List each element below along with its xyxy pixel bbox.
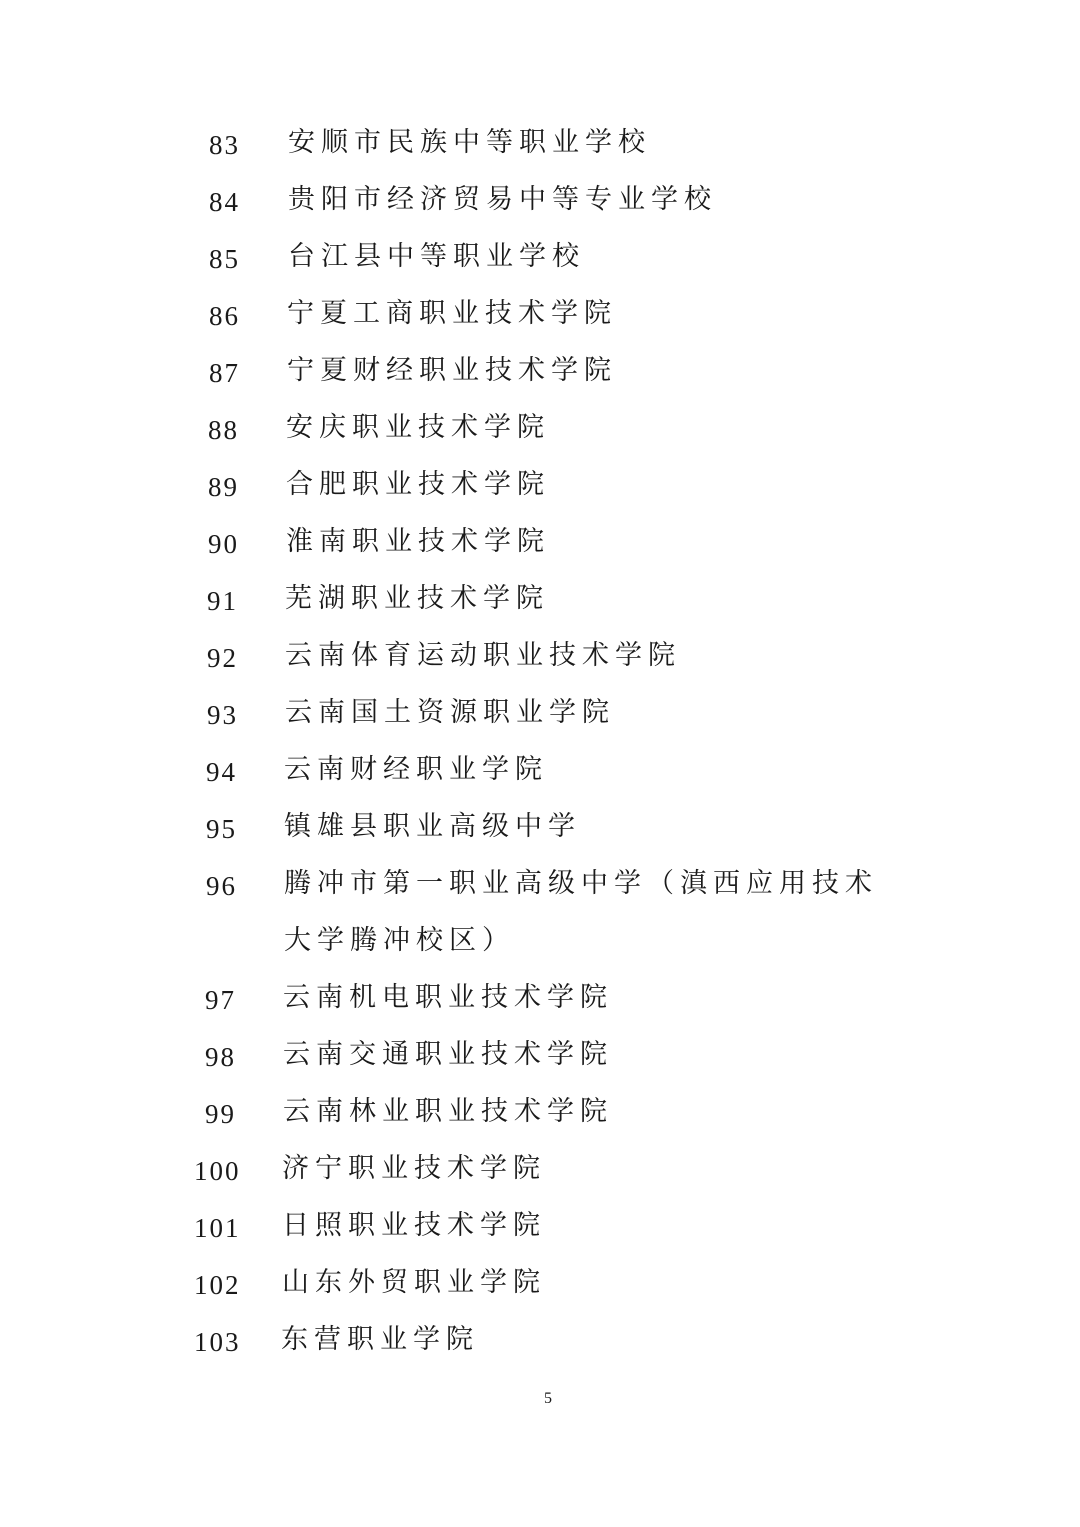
list-item: [0, 116, 1080, 173]
list-item: [0, 287, 1080, 344]
item-number: 93: [207, 700, 238, 730]
item-name: 腾冲市第一职业高级中学（滇西应用技术大学腾冲校区）: [284, 868, 878, 956]
item-number: 87: [209, 358, 240, 388]
item-name: 合肥职业技术学院: [286, 469, 550, 500]
item-number: 90: [208, 529, 239, 559]
item-number: 99: [205, 1099, 236, 1129]
list-item: [0, 230, 1080, 287]
item-name: 安庆职业技术学院: [286, 412, 550, 443]
item-number: 84: [209, 187, 240, 217]
item-number: 83: [209, 130, 240, 160]
item-name: 台江县中等职业学校: [288, 241, 585, 272]
item-number: 94: [206, 757, 237, 787]
list-item: [0, 1256, 1080, 1313]
item-name: 宁夏财经职业技术学院: [287, 355, 617, 386]
item-number: 89: [208, 472, 239, 502]
item-name: 安顺市民族中等职业学校: [288, 127, 651, 158]
item-number: 96: [206, 871, 237, 901]
list-item: [0, 458, 1080, 515]
item-name: 日照职业技术学院: [282, 1210, 546, 1241]
item-number: 102: [194, 1270, 241, 1300]
list-item: [0, 401, 1080, 458]
item-name: 淮南职业技术学院: [286, 526, 550, 557]
item-number: 85: [209, 244, 240, 274]
item-name: 云南体育运动职业技术学院: [285, 640, 681, 671]
item-name: 云南林业职业技术学院: [283, 1096, 613, 1127]
list-item: [0, 344, 1080, 401]
list-item: [0, 1028, 1080, 1085]
page-number: 5: [544, 1390, 552, 1407]
school-list: [0, 116, 1080, 1370]
list-item: [0, 857, 1080, 971]
item-name: 宁夏工商职业技术学院: [287, 298, 617, 329]
item-name: 山东外贸职业学院: [282, 1267, 546, 1298]
list-item: [0, 1199, 1080, 1256]
item-name: 芜湖职业技术学院: [285, 583, 549, 614]
list-item: [0, 800, 1080, 857]
item-number: 103: [194, 1327, 241, 1357]
item-number: 91: [207, 586, 238, 616]
list-item: [0, 1313, 1080, 1370]
item-number: 101: [194, 1213, 241, 1243]
item-name: 云南机电职业技术学院: [283, 982, 613, 1013]
list-item: [0, 971, 1080, 1028]
item-number: 98: [205, 1042, 236, 1072]
item-name: 镇雄县职业高级中学: [284, 811, 581, 842]
item-number: 86: [209, 301, 240, 331]
item-number: 95: [206, 814, 237, 844]
item-name: 云南交通职业技术学院: [283, 1039, 613, 1070]
item-number: 97: [205, 985, 236, 1015]
item-number: 92: [207, 643, 238, 673]
item-number: 100: [194, 1156, 241, 1186]
item-name: 东营职业学院: [281, 1324, 479, 1355]
list-item: [0, 629, 1080, 686]
item-number: 88: [208, 415, 239, 445]
item-name: 济宁职业技术学院: [282, 1153, 546, 1184]
item-name: 贵阳市经济贸易中等专业学校: [288, 184, 717, 215]
list-item: [0, 686, 1080, 743]
list-item: [0, 1085, 1080, 1142]
list-item: [0, 743, 1080, 800]
item-name: 云南财经职业学院: [284, 754, 548, 785]
item-name: 云南国土资源职业学院: [285, 697, 615, 728]
list-item: [0, 1142, 1080, 1199]
list-item: [0, 173, 1080, 230]
list-item: [0, 515, 1080, 572]
list-item: [0, 572, 1080, 629]
